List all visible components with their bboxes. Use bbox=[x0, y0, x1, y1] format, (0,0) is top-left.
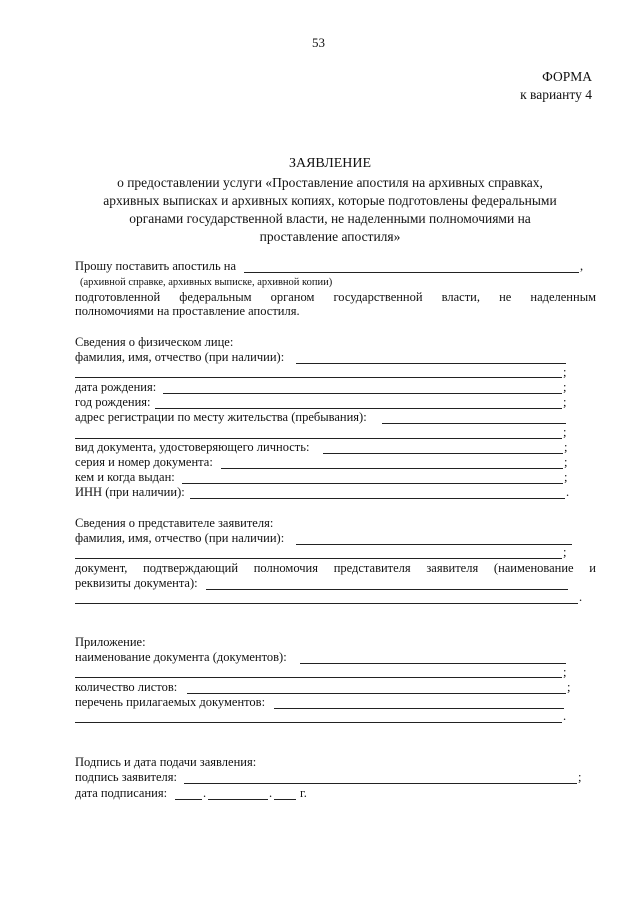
signature-heading: Подпись и дата подачи заявления: bbox=[75, 755, 257, 769]
punct-semicolon: ; bbox=[563, 365, 567, 379]
punct-semicolon: ; bbox=[563, 425, 567, 439]
subtitle-line-3: органами государственной власти, не наделенными полномочиями на bbox=[129, 211, 531, 226]
sign-date-month-field[interactable] bbox=[208, 799, 268, 800]
inn-field[interactable] bbox=[190, 498, 565, 499]
punct-period: . bbox=[269, 786, 273, 800]
request-hint: (архивной справке, архивных выписке, архивной копии) bbox=[80, 277, 333, 288]
punct-semicolon: ; bbox=[563, 545, 567, 559]
subtitle-line-1: о предоставлении услуги «Проставление апостиля на архивных справках, bbox=[117, 175, 543, 190]
attachment-doc-name-field-2[interactable] bbox=[75, 677, 562, 678]
sign-date-year-field[interactable] bbox=[274, 799, 296, 800]
punct-semicolon: ; bbox=[564, 455, 568, 469]
punct-period: . bbox=[566, 485, 570, 499]
birth-date-field[interactable] bbox=[163, 393, 562, 394]
request-line-1: подготовленной федеральным органом государственной власти, не наделенным bbox=[75, 290, 596, 304]
attachment-heading: Приложение: bbox=[75, 635, 146, 649]
birth-date-label: дата рождения: bbox=[75, 380, 157, 394]
birth-year-field[interactable] bbox=[155, 408, 562, 409]
person-name-field[interactable] bbox=[296, 363, 566, 364]
punct-semicolon: ; bbox=[563, 380, 567, 394]
address-label: адрес регистрации по месту жительства (пребывания): bbox=[75, 410, 367, 424]
inn-label: ИНН (при наличии): bbox=[75, 485, 185, 499]
rep-authority-line-2: реквизиты документа): bbox=[75, 576, 198, 590]
rep-authority-line-1: документ, подтверждающий полномочия представителя заявителя (наименование и bbox=[75, 561, 596, 575]
request-lead: Прошу поставить апостиль на bbox=[75, 259, 237, 273]
id-doc-type-field[interactable] bbox=[323, 453, 563, 454]
sign-date-label: дата подписания: bbox=[75, 786, 168, 800]
page-number: 53 bbox=[312, 35, 325, 50]
applicant-signature-label: подпись заявителя: bbox=[75, 770, 177, 784]
person-heading: Сведения о физическом лице: bbox=[75, 335, 234, 349]
sign-date-day-field[interactable] bbox=[175, 799, 202, 800]
applicant-signature-field[interactable] bbox=[184, 783, 577, 784]
punct-period: . bbox=[203, 786, 207, 800]
rep-name-label: фамилия, имя, отчество (при наличии): bbox=[75, 531, 285, 545]
apostille-target-field[interactable] bbox=[244, 272, 579, 273]
rep-authority-field[interactable] bbox=[206, 589, 568, 590]
attached-list-field[interactable] bbox=[274, 708, 564, 709]
attachment-doc-name-label: наименование документа (документов): bbox=[75, 650, 287, 664]
attached-list-field-2[interactable] bbox=[75, 722, 562, 723]
request-line-2: полномочиями на проставление апостиля. bbox=[75, 304, 300, 318]
person-name-field-2[interactable] bbox=[75, 377, 562, 378]
person-name-label: фамилия, имя, отчество (при наличии): bbox=[75, 350, 285, 364]
document-title: ЗАЯВЛЕНИЕ bbox=[288, 156, 372, 171]
subtitle-line-4: проставление апостиля» bbox=[259, 229, 401, 244]
punct-comma: , bbox=[580, 259, 584, 273]
sheet-count-label: количество листов: bbox=[75, 680, 178, 694]
id-doc-type-label: вид документа, удостоверяющего личность: bbox=[75, 440, 310, 454]
doc-series-number-label: серия и номер документа: bbox=[75, 455, 213, 469]
representative-heading: Сведения о представителе заявителя: bbox=[75, 516, 274, 530]
punct-period: . bbox=[579, 590, 583, 604]
punct-semicolon: ; bbox=[563, 665, 567, 679]
year-suffix: г. bbox=[300, 786, 307, 800]
punct-semicolon: ; bbox=[563, 395, 567, 409]
birth-year-label: год рождения: bbox=[75, 395, 151, 409]
attached-list-label: перечень прилагаемых документов: bbox=[75, 695, 266, 709]
punct-semicolon: ; bbox=[578, 770, 582, 784]
variant-label: к варианту 4 bbox=[520, 87, 592, 102]
doc-series-number-field[interactable] bbox=[221, 468, 563, 469]
rep-name-field[interactable] bbox=[296, 544, 572, 545]
rep-name-field-2[interactable] bbox=[75, 558, 562, 559]
form-label: ФОРМА bbox=[542, 69, 592, 84]
issued-by-label: кем и когда выдан: bbox=[75, 470, 175, 484]
sheet-count-field[interactable] bbox=[187, 693, 566, 694]
punct-period: . bbox=[563, 709, 567, 723]
attachment-doc-name-field[interactable] bbox=[300, 663, 566, 664]
address-field-2[interactable] bbox=[75, 438, 562, 439]
punct-semicolon: ; bbox=[567, 680, 571, 694]
punct-semicolon: ; bbox=[564, 470, 568, 484]
issued-by-field[interactable] bbox=[182, 483, 563, 484]
rep-authority-field-2[interactable] bbox=[75, 603, 578, 604]
subtitle-line-2: архивных выписках и архивных копиях, которые подготовлены федеральными bbox=[103, 193, 557, 208]
punct-semicolon: ; bbox=[564, 440, 568, 454]
address-field[interactable] bbox=[382, 423, 566, 424]
